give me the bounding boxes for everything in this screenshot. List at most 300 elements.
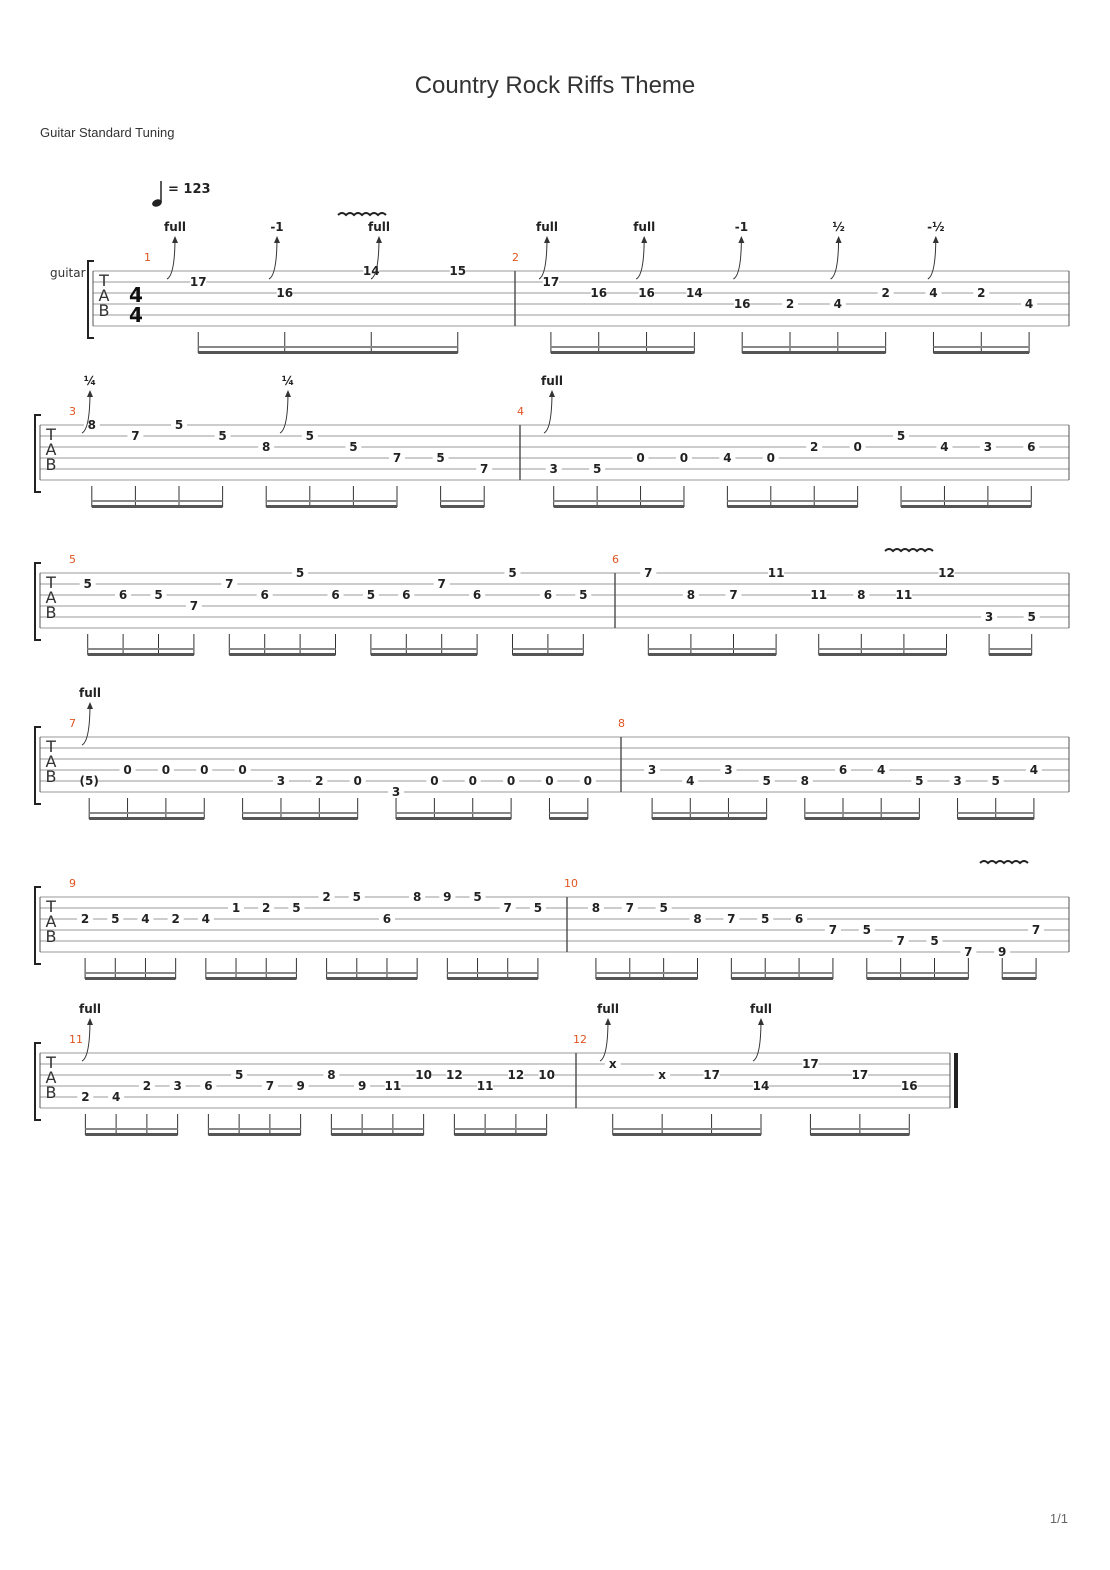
fret-number: 6 [204, 1079, 213, 1093]
beam-secondary [89, 812, 204, 814]
fret-number: 3 [549, 462, 558, 476]
fret-number: 6 [260, 588, 269, 602]
fret-number: 4 [141, 912, 150, 926]
beam [596, 977, 698, 980]
fret-number: 7 [1031, 923, 1041, 937]
beam [513, 653, 584, 656]
fret-number: 0 [200, 763, 209, 777]
bend-label: full [368, 220, 390, 234]
vibrato-mark [338, 213, 386, 215]
tab-clef-letter: A [45, 1068, 57, 1087]
beam-secondary [331, 1128, 423, 1130]
bend-label: -1 [734, 220, 749, 234]
fret-number: 5 [473, 890, 482, 904]
tab-system [35, 374, 1069, 508]
beam [554, 505, 684, 508]
fret-number: 12 [507, 1068, 525, 1082]
fret-number: 0 [766, 451, 775, 465]
fret-number: 7 [727, 912, 736, 926]
fret-number: 14 [362, 264, 380, 278]
beam [198, 351, 458, 354]
fret-number: 16 [733, 297, 751, 311]
bend-arrowhead [87, 1018, 93, 1025]
beam [92, 505, 223, 508]
tab-clef-letter: A [45, 752, 57, 771]
bend-label: ½ [832, 220, 845, 234]
fret-number: 0 [468, 774, 477, 788]
bend-label: full [79, 1002, 101, 1016]
fret-number: 16 [638, 286, 655, 300]
fret-number: 16 [590, 286, 608, 300]
bend-arrow [544, 391, 552, 433]
time-sig-bottom: 4 [129, 303, 143, 327]
tab-clef-letter: T [46, 573, 56, 592]
bend-arrow [753, 1019, 761, 1061]
tab-clef-letter: T [46, 737, 56, 756]
bend-arrow [82, 703, 90, 745]
fret-number: 5 [533, 901, 543, 915]
beam-secondary [727, 500, 857, 502]
fret-number: 7 [225, 577, 234, 591]
bend-label: full [164, 220, 186, 234]
fret-number: 4 [723, 451, 732, 465]
fret-number: 3 [724, 763, 733, 777]
beam [243, 817, 358, 820]
fret-number: 4 [940, 440, 949, 454]
beam-secondary [396, 812, 511, 814]
tab-clef-letter: A [45, 912, 57, 931]
fret-number: 7 [644, 566, 653, 580]
fret-number: 2 [977, 286, 986, 300]
final-barline-thick [954, 1053, 958, 1108]
fret-number: 4 [1024, 297, 1034, 311]
beam [331, 1133, 423, 1136]
measure-number: 3 [69, 405, 76, 418]
beam-secondary [901, 500, 1031, 502]
fret-number: 6 [472, 588, 482, 602]
fret-number: 7 [189, 599, 199, 613]
beam-secondary [371, 648, 477, 650]
fret-number: 5 [295, 566, 305, 580]
fret-number: 5 [508, 566, 517, 580]
beam-secondary [551, 346, 694, 348]
fret-number: 3 [173, 1079, 182, 1093]
beam-secondary [549, 812, 587, 814]
fret-number: 3 [984, 610, 994, 624]
beam [88, 653, 194, 656]
measure-number: 4 [517, 405, 524, 418]
beam-secondary [92, 500, 223, 502]
fret-number: 0 [545, 774, 554, 788]
beam [454, 1133, 546, 1136]
fret-number: 7 [265, 1079, 275, 1093]
fret-number: 4 [111, 1090, 121, 1104]
fret-number: 5 [659, 901, 668, 915]
fret-number: 14 [752, 1079, 770, 1093]
measure-number: 8 [618, 717, 625, 730]
bend-arrow [733, 237, 741, 279]
fret-number: 9 [443, 890, 452, 904]
bend-arrowhead [172, 236, 178, 243]
fret-number: 2 [80, 912, 90, 926]
beam [396, 817, 511, 820]
fret-number: 7 [729, 588, 738, 602]
tab-system [35, 877, 1069, 980]
fret-number: 2 [81, 1090, 90, 1104]
fret-number: 5 [305, 429, 314, 443]
beam [613, 1133, 761, 1136]
tab-clef-letter: B [45, 455, 57, 474]
fret-number: 5 [896, 429, 906, 443]
fret-number: 11 [476, 1079, 494, 1093]
fret-number: 5 [436, 451, 445, 465]
tab-clef-letter: A [45, 588, 57, 607]
fret-number: 11 [895, 588, 913, 602]
bend-label: full [536, 220, 558, 234]
bend-label: full [750, 1002, 772, 1016]
beam [810, 1133, 909, 1136]
fret-number: 3 [391, 785, 401, 799]
beam [447, 977, 538, 980]
beam [819, 653, 947, 656]
beam [933, 351, 1029, 354]
beam [89, 817, 204, 820]
fret-number: 2 [142, 1079, 152, 1093]
tab-clef-letter: T [46, 1053, 56, 1072]
beam-secondary [513, 648, 584, 650]
bend-label: -½ [927, 220, 945, 234]
beam [742, 351, 885, 354]
bend-label: full [79, 686, 101, 700]
fret-number: 5 [761, 912, 770, 926]
fret-number: 10 [415, 1068, 432, 1082]
fret-number: x [658, 1068, 667, 1082]
fret-number: 5 [1027, 610, 1036, 624]
bend-arrowhead [549, 390, 555, 397]
beam-secondary [441, 500, 485, 502]
fret-number: 8 [412, 890, 422, 904]
bend-arrowhead [376, 236, 382, 243]
fret-number: 14 [686, 286, 703, 300]
bend-arrow [280, 391, 288, 433]
beam [229, 653, 335, 656]
beam [805, 817, 920, 820]
beam-secondary [805, 812, 920, 814]
fret-number: 3 [953, 774, 962, 788]
fret-number: 5 [349, 440, 358, 454]
bend-arrow [167, 237, 175, 279]
fret-number: 7 [625, 901, 634, 915]
beam [441, 505, 485, 508]
fret-number: 7 [503, 901, 512, 915]
beam-secondary [652, 812, 767, 814]
fret-number: 5 [218, 429, 227, 443]
beam-secondary [810, 1128, 909, 1130]
fret-number: 7 [480, 462, 489, 476]
fret-number: 5 [352, 890, 361, 904]
bend-arrow [636, 237, 644, 279]
page-number: 1/1 [1049, 1511, 1068, 1526]
fret-number: 0 [853, 440, 862, 454]
fret-number: 7 [392, 451, 402, 465]
measure-number: 10 [564, 877, 578, 890]
fret-number: 0 [430, 774, 439, 788]
bend-arrowhead [641, 236, 647, 243]
fret-number: 5 [930, 934, 939, 948]
bend-label: full [541, 374, 563, 388]
beam [551, 351, 694, 354]
bend-arrow [539, 237, 547, 279]
bend-arrowhead [87, 702, 93, 709]
beam-secondary [596, 972, 698, 974]
fret-number: 4 [1029, 763, 1039, 777]
fret-number: 4 [929, 286, 938, 300]
fret-number: 7 [896, 934, 905, 948]
beam [901, 505, 1031, 508]
fret-number: 8 [262, 440, 271, 454]
fret-number: 2 [322, 890, 331, 904]
beam-secondary [454, 1128, 546, 1130]
fret-number: 0 [238, 763, 247, 777]
tab-clef-letter: T [46, 425, 56, 444]
bend-arrow [831, 237, 839, 279]
fret-number: 17 [851, 1068, 869, 1082]
fret-number: 3 [983, 440, 993, 454]
fret-number: 0 [506, 774, 516, 788]
fret-number: 5 [579, 588, 588, 602]
beam-secondary [208, 1128, 300, 1130]
fret-number: 12 [938, 566, 955, 580]
beam [266, 505, 397, 508]
beam [867, 977, 969, 980]
fret-number: 0 [679, 451, 689, 465]
fret-number: 5 [915, 774, 924, 788]
beam [1002, 977, 1036, 980]
measure-number: 2 [512, 251, 519, 264]
fret-number: 7 [964, 945, 973, 959]
beam [206, 977, 297, 980]
beam-secondary [933, 346, 1029, 348]
tab-clef-letter: A [45, 440, 57, 459]
fret-number: 17 [802, 1057, 819, 1071]
tab-clef-letter: B [45, 603, 57, 622]
fret-number: 9 [357, 1079, 367, 1093]
fret-number: 5 [862, 923, 871, 937]
bend-arrowhead [87, 390, 93, 397]
fret-number: 6 [382, 912, 392, 926]
fret-number: 17 [542, 275, 560, 289]
beam-secondary [85, 972, 176, 974]
tab-system [35, 686, 1069, 820]
fret-number: 3 [647, 763, 657, 777]
measure-number: 9 [69, 877, 76, 890]
fret-number: 0 [123, 763, 132, 777]
fret-number: 4 [201, 912, 211, 926]
fret-number: 8 [87, 418, 96, 432]
beam-secondary [554, 500, 684, 502]
bend-arrowhead [738, 236, 744, 243]
bend-arrowhead [274, 236, 280, 243]
bend-arrowhead [836, 236, 842, 243]
beam [208, 1133, 300, 1136]
beam-secondary [742, 346, 885, 348]
beam [85, 977, 176, 980]
fret-number: 0 [353, 774, 362, 788]
beam [727, 505, 857, 508]
time-sig-top: 4 [129, 283, 143, 307]
fret-number: 7 [131, 429, 140, 443]
beam [989, 653, 1032, 656]
score-title: Country Rock Riffs Theme [414, 72, 696, 99]
fret-number: 2 [881, 286, 890, 300]
fret-number: 5 [154, 588, 163, 602]
fret-number: 6 [118, 588, 128, 602]
fret-number: 2 [171, 912, 180, 926]
fret-number: 12 [446, 1068, 463, 1082]
fret-number: 5 [592, 462, 602, 476]
tab-clef-letter: B [45, 767, 57, 786]
tab-clef-letter: B [45, 1083, 57, 1102]
beam [327, 977, 418, 980]
fret-number: 2 [262, 901, 271, 915]
beam-secondary [958, 812, 1034, 814]
tab-clef-letter: T [99, 271, 109, 290]
beam-secondary [229, 648, 335, 650]
fret-number: 6 [794, 912, 804, 926]
fret-number: 2 [315, 774, 324, 788]
fret-number: 6 [1027, 440, 1036, 454]
fret-number: 4 [833, 297, 842, 311]
measure-number: 1 [144, 251, 151, 264]
fret-number: 0 [636, 451, 645, 465]
fret-number: 10 [538, 1068, 555, 1082]
bend-arrow [82, 1019, 90, 1061]
beam-secondary [243, 812, 358, 814]
fret-number: 6 [543, 588, 553, 602]
beam-secondary [819, 648, 947, 650]
fret-number: 6 [838, 763, 848, 777]
fret-number: 5 [366, 588, 376, 602]
bend-arrow [928, 237, 936, 279]
fret-number: 5 [174, 418, 184, 432]
fret-number: 9 [998, 945, 1007, 959]
fret-number: 4 [877, 763, 886, 777]
beam-secondary [266, 500, 397, 502]
bend-label: full [633, 220, 656, 234]
fret-number: 8 [327, 1068, 336, 1082]
fret-number: 5 [234, 1068, 244, 1082]
fret-number: 0 [583, 774, 593, 788]
tab-clef-letter: B [98, 301, 110, 320]
fret-number: 8 [800, 774, 809, 788]
tab-clef-letter: T [46, 897, 56, 916]
bend-label: ¼ [281, 374, 295, 388]
tab-system [35, 1002, 958, 1136]
beam [549, 817, 587, 820]
measure-number: 5 [69, 553, 76, 566]
bend-arrowhead [544, 236, 550, 243]
beam-secondary [88, 648, 194, 650]
vibrato-mark [980, 861, 1028, 863]
beam [652, 817, 767, 820]
fret-number: 8 [686, 588, 696, 602]
fret-number: (5) [79, 774, 99, 788]
fret-number: 11 [384, 1079, 402, 1093]
fret-number: 4 [686, 774, 695, 788]
measure-number: 12 [573, 1033, 587, 1046]
tab-clef-letter: B [45, 927, 57, 946]
fret-number: 1 [231, 901, 241, 915]
fret-number: 7 [828, 923, 838, 937]
fret-number: 16 [900, 1079, 918, 1093]
vibrato-mark [885, 549, 933, 551]
beam-secondary [648, 648, 776, 650]
beam-secondary [731, 972, 833, 974]
fret-number: 7 [437, 577, 446, 591]
beam [85, 1133, 177, 1136]
beam-secondary [989, 648, 1032, 650]
fret-number: 5 [991, 774, 1000, 788]
fret-number: 11 [767, 566, 785, 580]
bend-label: -1 [270, 220, 284, 234]
bend-label: full [597, 1002, 619, 1016]
beam-secondary [867, 972, 969, 974]
fret-number: 3 [276, 774, 286, 788]
fret-number: 5 [83, 577, 92, 591]
measure-number: 6 [612, 553, 619, 566]
fret-number: 8 [693, 912, 702, 926]
beam [731, 977, 833, 980]
fret-number: 15 [449, 264, 467, 278]
bend-arrow [269, 237, 277, 279]
fret-number: 2 [785, 297, 795, 311]
fret-number: 0 [161, 763, 171, 777]
bend-arrowhead [605, 1018, 611, 1025]
beam-secondary [327, 972, 418, 974]
fret-number: 6 [402, 588, 411, 602]
fret-number: 9 [296, 1079, 305, 1093]
fret-number: 11 [810, 588, 828, 602]
tab-clef-letter: A [98, 286, 110, 305]
beam-secondary [198, 346, 458, 348]
beam-secondary [447, 972, 538, 974]
bend-arrowhead [758, 1018, 764, 1025]
fret-number: 5 [111, 912, 120, 926]
fret-number: 17 [189, 275, 207, 289]
beam-secondary [1002, 972, 1036, 974]
bend-arrowhead [285, 390, 291, 397]
beam [371, 653, 477, 656]
measure-number: 7 [69, 717, 76, 730]
beam [958, 817, 1034, 820]
fret-number: 5 [762, 774, 771, 788]
fret-number: 8 [591, 901, 601, 915]
beam [648, 653, 776, 656]
fret-number: x [608, 1057, 617, 1071]
fret-number: 6 [331, 588, 340, 602]
fret-number: 8 [857, 588, 866, 602]
beam-secondary [206, 972, 297, 974]
beam-secondary [85, 1128, 177, 1130]
instrument-label: guitar [50, 266, 86, 280]
measure-number: 11 [69, 1033, 83, 1046]
bend-arrowhead [933, 236, 939, 243]
bend-label: ¼ [83, 374, 97, 388]
tab-system [50, 181, 1069, 354]
fret-number: 2 [810, 440, 819, 454]
tab-system [35, 553, 1069, 656]
fret-number: 16 [276, 286, 294, 300]
